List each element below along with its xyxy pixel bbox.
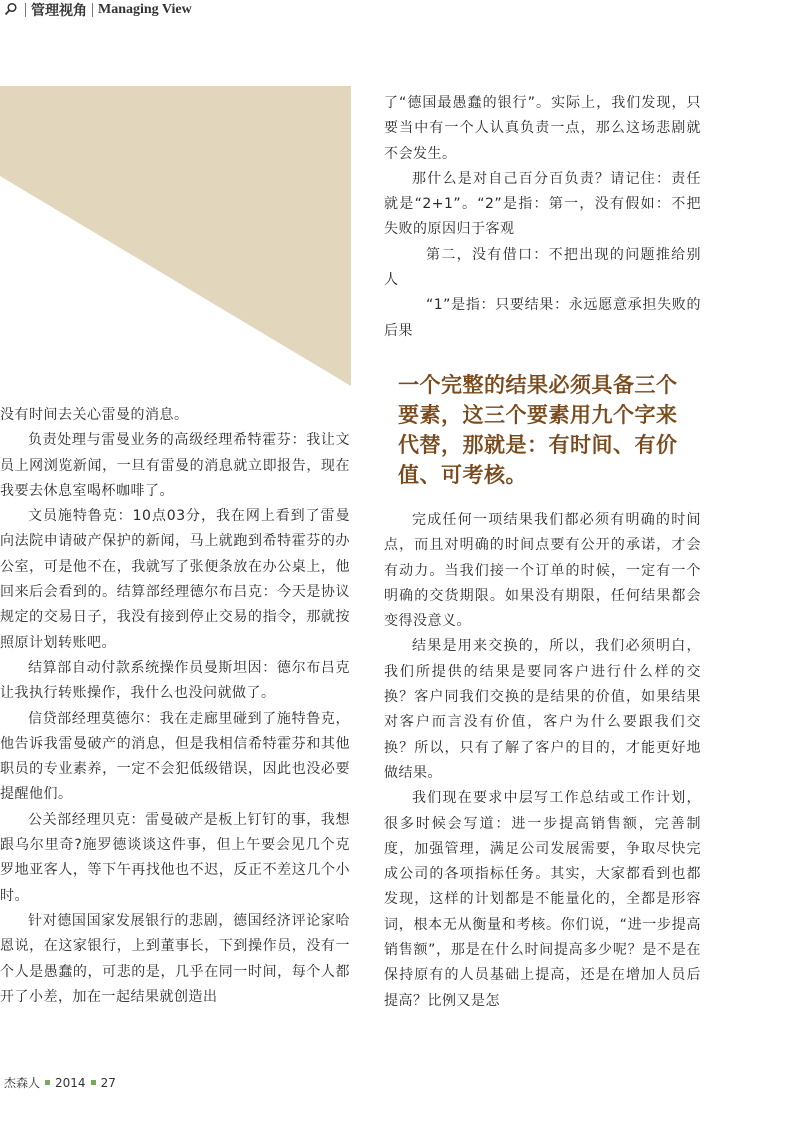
right-column-bottom [384, 508, 701, 1014]
paragraph: 负责处理与雷曼业务的高级经理希特霍芬：我让文员上网浏览新闻，一旦有雷曼的消息就立即报告，现在我要去休息室喝杯咖啡了。 [0, 432, 350, 499]
issue-year: 2014 [55, 1075, 86, 1090]
page-number: 27 [100, 1075, 116, 1090]
right-column-top [384, 91, 701, 344]
section-title-cn: 管理视角 [31, 3, 87, 19]
footer-dot [91, 1080, 96, 1085]
paragraph: 公关部经理贝克：雷曼破产是板上钉钉的事，我想跟乌尔里奇?施罗德谈谈这件事，但上午要会见几个克罗地亚客人，等下午再找他也不迟，反正不差这几个小时。 [0, 811, 350, 904]
header-divider [25, 3, 26, 17]
footer-dot [45, 1080, 50, 1085]
header-divider [92, 3, 93, 17]
pull-quote: 一个完整的结果必须具备三个要素，这三个要素用九个字来代替，那就是：有时间、有价值、可考核。 [398, 373, 678, 487]
left-column [0, 403, 350, 1010]
paragraph: 结果是用来交换的，所以，我们必须明白，我们所提供的结果是要同客户进行什么样的交换？客户同我们交换的是结果的价值，如果结果对客户而言没有价值，客户为什么要跟我们交换？所以，只有了解了客户的目的，才能更好地做结果。 [384, 638, 701, 781]
paragraph: 了“德国最愚蠢的银行”。实际上，我们发现，只要当中有一个人认真负责一点，那么这场悲剧就不会发生。 [384, 95, 701, 162]
paragraph: 那什么是对自己百分百负责？请记住：责任就是“2+1”。“2”是指：第一，没有假如：不把失败的原因归于客观 [384, 170, 701, 238]
paragraph: 完成任何一项结果我们都必须有明确的时间点，而且对明确的时间点要有公开的承诺，才会有动力。当我们接一个订单的时候，一定有一个明确的交货期限。如果没有期限，任何结果都会变得没意义。 [384, 512, 701, 630]
paragraph: 我们现在要求中层写工作总结或工作计划，很多时候会写道：进一步提高销售额，完善制度，加强管理，满足公司发展需要，争取尽快完成公司的各项指标任务。其实，大家都看到也都发现，这样的计划都是不能量化的，全都是形容词，根本无从衡量和考核。你们说，“进一步提高销售额”，那是在什么时间提高多少呢？是不是在保持原有的人员基础上提高，还是在增加人员后提高？比例又是怎 [384, 790, 701, 1009]
paragraph: 没有时间去关心雷曼的消息。 [0, 407, 189, 423]
page-footer [4, 1074, 116, 1091]
magnifier-icon [4, 2, 20, 18]
paragraph: 针对德国国家发展银行的悲剧，德国经济评论家哈恩说，在这家银行，上到董事长，下到操作员，没有一个人是愚蠢的，可悲的是，几乎在同一时间，每个人都开了小差，加在一起结果就创造出 [0, 912, 350, 1005]
section-title-en: Managing View [98, 2, 192, 17]
paragraph: 结算部自动付款系统操作员曼斯坦因：德尔布吕克让我执行转账操作，我什么也没问就做了。 [0, 659, 350, 702]
paragraph: 第二，没有借口：不把出现的问题推给别人 [384, 246, 701, 289]
page-header [0, 0, 192, 20]
paragraph: “1”是指：只要结果：永远愿意承担失败的后果 [384, 297, 701, 339]
decorative-triangle [0, 86, 351, 386]
paragraph: 信贷部经理莫德尔：我在走廊里碰到了施特鲁克，他告诉我雷曼破产的消息，但是我相信希特霍芬和其他职员的专业素养，一定不会犯低级错误，因此也没必要提醒他们。 [0, 710, 350, 803]
magazine-name: 杰森人 [4, 1076, 41, 1090]
paragraph: 文员施特鲁克：10点03分，我在网上看到了雷曼向法院申请破产保护的新闻，马上就跑到希特霍芬的办公室，可是他不在，我就写了张便条放在办公桌上，他回来后会看到的。结算部经理德尔布吕克：今天是协议规定的交易日子，我没有接到停止交易的指令，那就按照原计划转账吧。 [0, 508, 350, 651]
